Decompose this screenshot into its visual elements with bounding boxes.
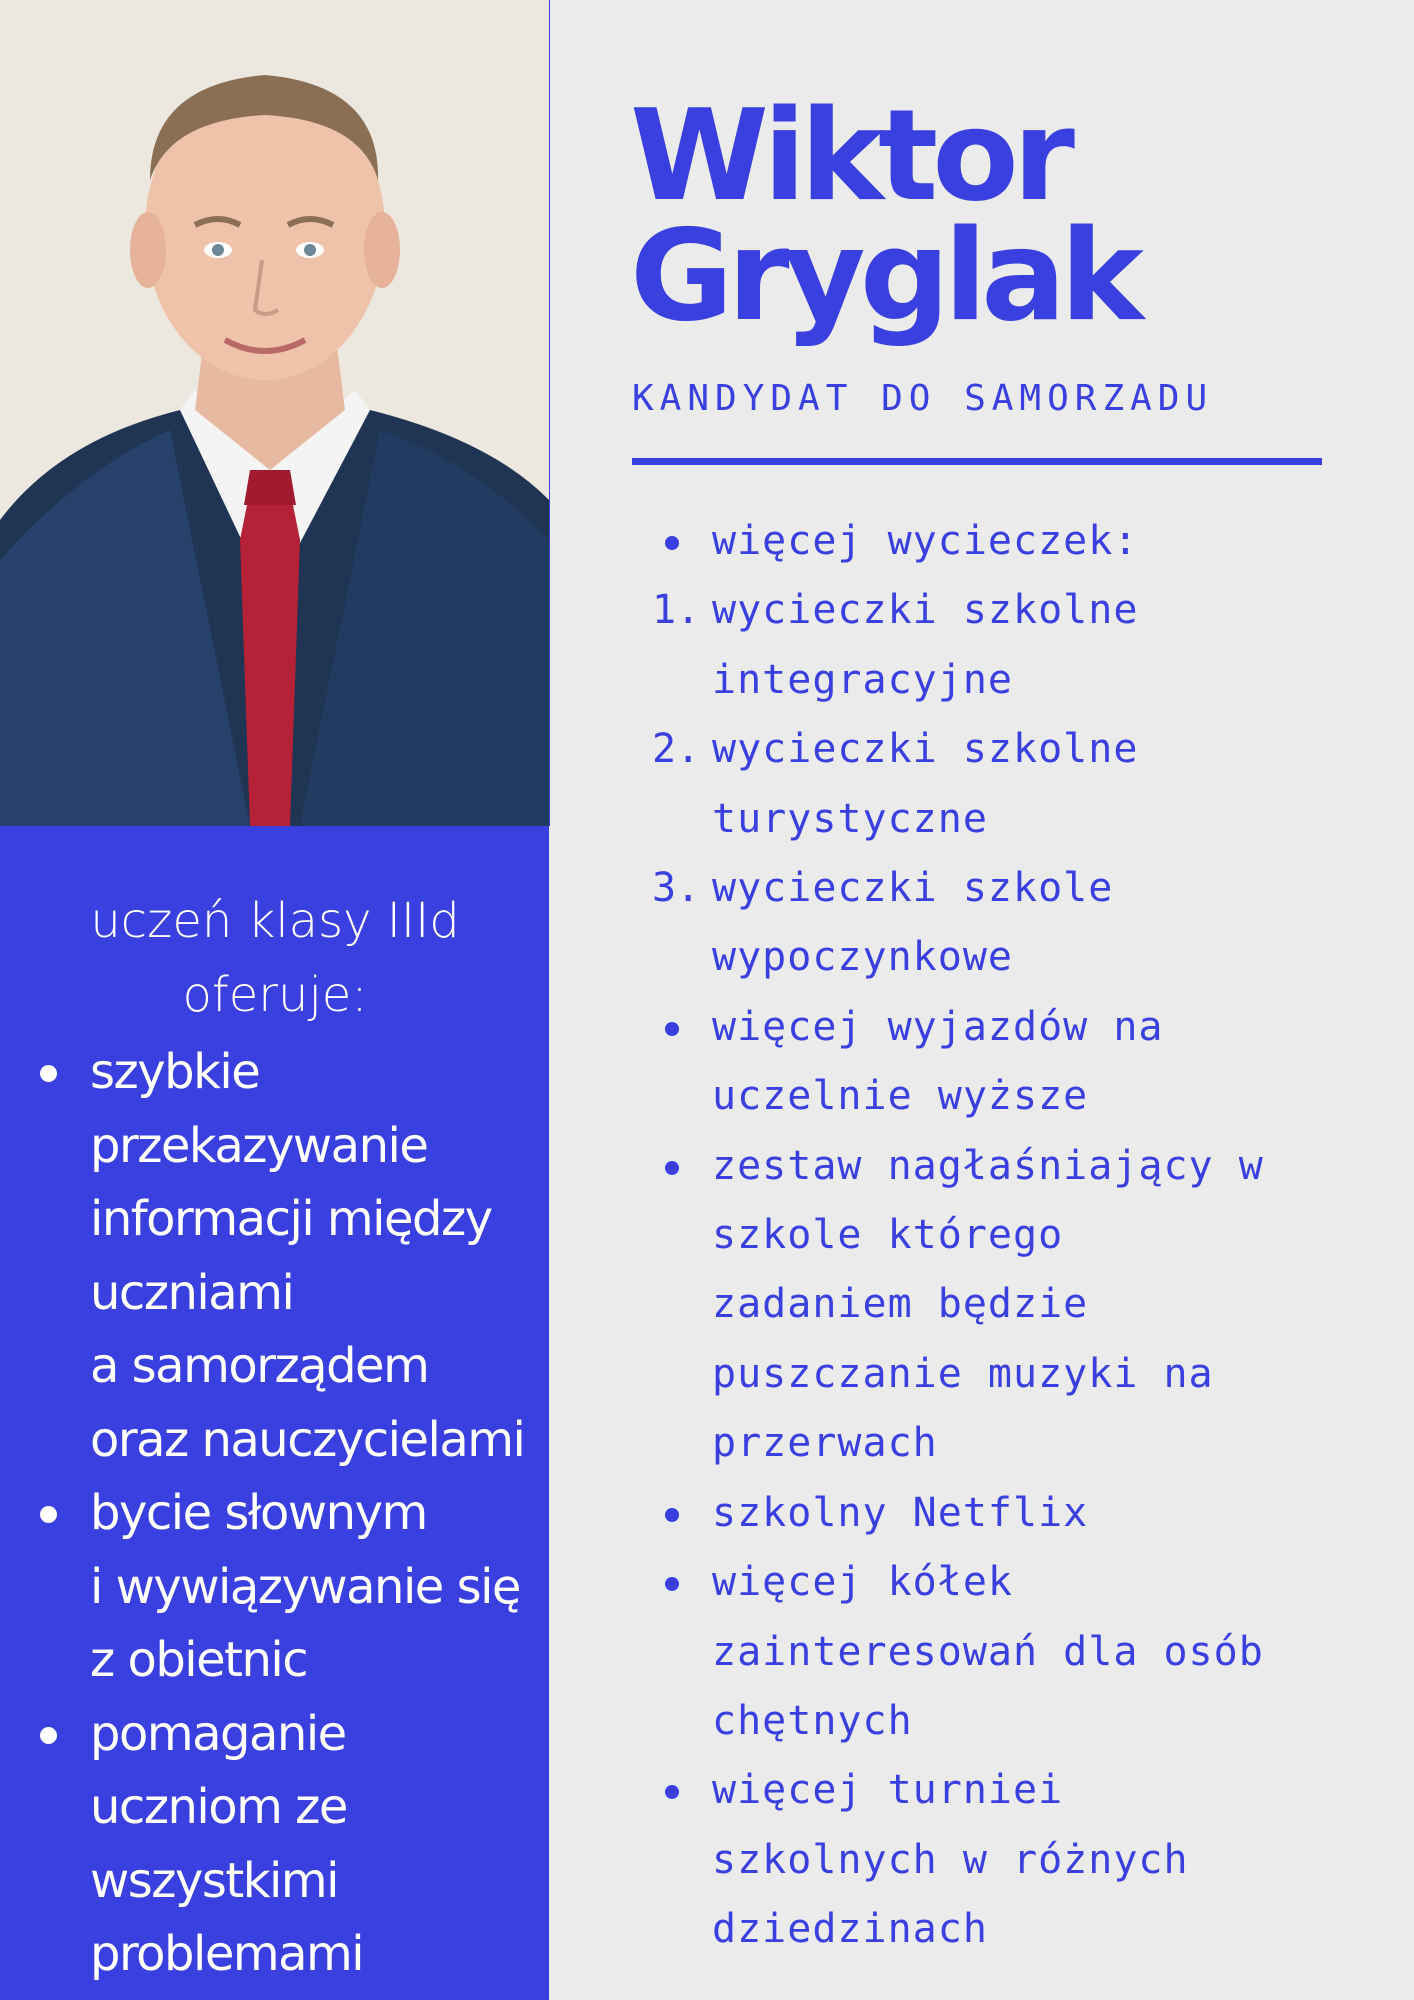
candidate-role: KANDYDAT DO SAMORZADU bbox=[632, 378, 1214, 419]
offer-line: oraz nauczycielami bbox=[90, 1411, 525, 1468]
offer-line: z obietnic bbox=[90, 1632, 308, 1688]
offer-line: przekazywanie bbox=[90, 1117, 428, 1174]
offer-line: uczniom ze bbox=[90, 1779, 347, 1835]
program-line: szkolny Netflix bbox=[712, 1489, 1089, 1536]
first-name: Wiktor bbox=[630, 82, 1069, 229]
intro-text bbox=[30, 884, 520, 1032]
offer-line: problemami bbox=[90, 1926, 364, 1982]
offer-line: uczniami bbox=[90, 1264, 294, 1321]
bullet-icon bbox=[665, 1785, 679, 1799]
program-line: puszczanie muzyki na bbox=[712, 1350, 1214, 1397]
bullet-icon bbox=[40, 1506, 57, 1523]
program-line: zadaniem będzie bbox=[712, 1281, 1089, 1328]
list-item bbox=[640, 1548, 1340, 1756]
list-item bbox=[640, 1756, 1340, 1964]
bullet-icon bbox=[40, 1065, 57, 1082]
list-item bbox=[640, 993, 1340, 1132]
program-line: więcej kółek bbox=[712, 1559, 1013, 1606]
program-line: wycieczki szkole bbox=[712, 865, 1114, 912]
list-item bbox=[0, 1698, 549, 1992]
candidate-photo bbox=[0, 0, 549, 826]
program-line: uczelnie wyższe bbox=[712, 1073, 1089, 1120]
bullet-icon bbox=[665, 1161, 679, 1175]
list-item bbox=[640, 1479, 1340, 1548]
offers-list bbox=[0, 1036, 549, 1992]
offer-line: i wywiązywanie się bbox=[90, 1558, 520, 1615]
program-line: wycieczki szkolne bbox=[712, 587, 1139, 634]
offer-line: wszystkimi bbox=[90, 1852, 338, 1909]
bullet-icon bbox=[40, 1727, 57, 1744]
program-line: więcej turniei bbox=[712, 1767, 1064, 1814]
program-line: turystyczne bbox=[712, 795, 988, 842]
list-item bbox=[640, 1132, 1340, 1479]
list-item bbox=[640, 854, 1340, 993]
program-list bbox=[640, 507, 1340, 1965]
bullet-icon bbox=[665, 1577, 679, 1591]
program-line: zestaw nagłaśniający w bbox=[712, 1142, 1264, 1189]
program-line: więcej wyjazdów na bbox=[712, 1003, 1164, 1050]
bullet-icon bbox=[665, 1022, 679, 1036]
list-number: 1. bbox=[652, 587, 701, 634]
program-line: więcej wycieczek: bbox=[712, 518, 1139, 564]
intro-line-1: uczeń klasy IIId bbox=[90, 893, 460, 949]
candidate-name bbox=[630, 82, 1138, 349]
list-number: 2. bbox=[652, 726, 701, 773]
column-divider bbox=[549, 0, 550, 826]
offer-line: szybkie bbox=[90, 1044, 260, 1100]
left-column bbox=[0, 0, 549, 2000]
bullet-icon bbox=[665, 1508, 679, 1522]
program-line: integracyjne bbox=[712, 656, 1013, 703]
offer-line: informacji między bbox=[90, 1191, 492, 1247]
program-line: wycieczki szkolne bbox=[712, 726, 1139, 773]
offer-line: bycie słownym bbox=[90, 1485, 427, 1541]
program-line: zainteresowań dla osób bbox=[712, 1628, 1264, 1675]
list-item bbox=[0, 1036, 549, 1477]
program-line: dziedzinach bbox=[712, 1906, 988, 1953]
program-line: chętnych bbox=[712, 1697, 913, 1744]
list-item bbox=[640, 576, 1340, 715]
heading-rule bbox=[632, 458, 1322, 465]
list-item bbox=[0, 1477, 549, 1698]
bullet-icon bbox=[665, 536, 679, 550]
last-name: Gryglak bbox=[630, 202, 1138, 349]
offer-line: a samorządem bbox=[90, 1338, 429, 1394]
list-number: 3. bbox=[652, 865, 701, 912]
program-line: szkole którego bbox=[712, 1212, 1064, 1259]
program-line: wypoczynkowe bbox=[712, 934, 1013, 981]
program-line: przerwach bbox=[712, 1420, 938, 1467]
program-line: szkolnych w różnych bbox=[712, 1836, 1189, 1883]
list-item bbox=[640, 507, 1340, 576]
intro-line-2: oferuje: bbox=[182, 967, 368, 1023]
list-item bbox=[640, 715, 1340, 854]
offer-line: pomaganie bbox=[90, 1705, 346, 1762]
